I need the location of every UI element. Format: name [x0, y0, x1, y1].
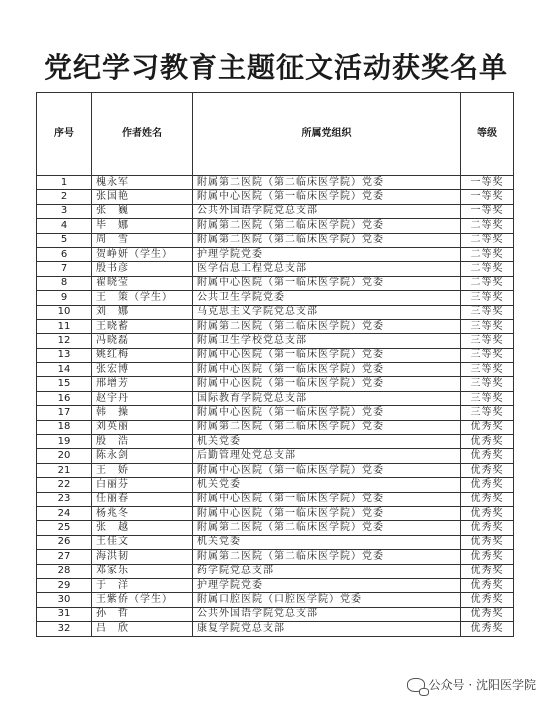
cell-number: 8	[37, 276, 92, 290]
cell-organization: 附属口腔医院（口腔医学院）党委	[193, 593, 461, 607]
cell-organization: 机关党委	[193, 478, 461, 492]
table-row	[37, 305, 514, 319]
table-row	[37, 622, 514, 636]
cell-author: 陈永剑	[92, 449, 193, 463]
cell-organization: 附属中心医院（第一临床医学院）党委	[193, 463, 461, 477]
table-row	[37, 247, 514, 261]
cell-organization: 机关党委	[193, 435, 461, 449]
cell-author: 吕 欣	[92, 622, 193, 636]
table-row	[37, 406, 514, 420]
cell-grade: 二等奖	[461, 219, 514, 233]
cell-number: 30	[37, 593, 92, 607]
table-row	[37, 420, 514, 434]
table-row	[37, 176, 514, 190]
cell-grade: 优秀奖	[461, 435, 514, 449]
cell-number: 12	[37, 334, 92, 348]
table-row	[37, 319, 514, 333]
cell-author: 翟晓莹	[92, 276, 193, 290]
cell-number: 26	[37, 535, 92, 549]
cell-author: 刘 娜	[92, 305, 193, 319]
cell-number: 25	[37, 521, 92, 535]
cell-grade: 三等奖	[461, 406, 514, 420]
cell-author: 海洪韧	[92, 550, 193, 564]
cell-author: 邢增芳	[92, 377, 193, 391]
cell-author: 王 策（学生）	[92, 291, 193, 305]
cell-organization: 附属中心医院（第一临床医学院）党委	[193, 492, 461, 506]
cell-grade: 三等奖	[461, 391, 514, 405]
cell-number: 4	[37, 219, 92, 233]
cell-author: 王紫侨（学生）	[92, 593, 193, 607]
cell-grade: 优秀奖	[461, 593, 514, 607]
cell-author: 贺峥妍（学生）	[92, 247, 193, 261]
cell-number: 20	[37, 449, 92, 463]
cell-number: 16	[37, 391, 92, 405]
cell-grade: 优秀奖	[461, 622, 514, 636]
cell-grade: 优秀奖	[461, 535, 514, 549]
cell-grade: 优秀奖	[461, 578, 514, 592]
cell-organization: 药学院党总支部	[193, 564, 461, 578]
cell-author: 韩 操	[92, 406, 193, 420]
cell-number: 23	[37, 492, 92, 506]
cell-number: 5	[37, 233, 92, 247]
cell-number: 13	[37, 348, 92, 362]
table-row	[37, 377, 514, 391]
cell-number: 7	[37, 262, 92, 276]
table-row	[37, 506, 514, 520]
cell-number: 18	[37, 420, 92, 434]
cell-author: 毕 娜	[92, 219, 193, 233]
table-row	[37, 190, 514, 204]
table-row	[37, 593, 514, 607]
table-header-row	[37, 93, 514, 176]
cell-number: 29	[37, 578, 92, 592]
cell-grade: 优秀奖	[461, 550, 514, 564]
cell-grade: 优秀奖	[461, 521, 514, 535]
cell-author: 周 雪	[92, 233, 193, 247]
cell-organization: 附属第二医院（第二临床医学院）党委	[193, 176, 461, 190]
table-row	[37, 435, 514, 449]
cell-organization: 附属中心医院（第一临床医学院）党委	[193, 377, 461, 391]
page-title: 党纪学习教育主题征文活动获奖名单	[43, 51, 508, 84]
cell-number: 22	[37, 478, 92, 492]
cell-author: 王晓蓄	[92, 319, 193, 333]
cell-organization: 护理学院党委	[193, 247, 461, 261]
cell-organization: 机关党委	[193, 535, 461, 549]
cell-number: 14	[37, 363, 92, 377]
table-row	[37, 291, 514, 305]
header-author: 作者姓名	[92, 93, 193, 176]
cell-organization: 附属第二医院（第二临床医学院）党委	[193, 219, 461, 233]
cell-number: 32	[37, 622, 92, 636]
table-row	[37, 262, 514, 276]
cell-author: 张 巍	[92, 204, 193, 218]
cell-grade: 三等奖	[461, 319, 514, 333]
cell-author: 刘英丽	[92, 420, 193, 434]
cell-organization: 附属第二医院（第二临床医学院）党委	[193, 233, 461, 247]
cell-organization: 附属中心医院（第一临床医学院）党委	[193, 406, 461, 420]
cell-grade: 二等奖	[461, 233, 514, 247]
cell-organization: 医学信息工程党总支部	[193, 262, 461, 276]
cell-number: 27	[37, 550, 92, 564]
cell-grade: 二等奖	[461, 276, 514, 290]
table-row	[37, 348, 514, 362]
cell-number: 15	[37, 377, 92, 391]
cell-number: 9	[37, 291, 92, 305]
cell-author: 殷书彦	[92, 262, 193, 276]
cell-number: 2	[37, 190, 92, 204]
cell-author: 冯晓磊	[92, 334, 193, 348]
table-row	[37, 219, 514, 233]
cell-grade: 三等奖	[461, 334, 514, 348]
cell-organization: 公共外国语学院党总支部	[193, 607, 461, 621]
cell-number: 1	[37, 176, 92, 190]
cell-organization: 公共外国语学院党总支部	[193, 204, 461, 218]
cell-grade: 三等奖	[461, 377, 514, 391]
table-row	[37, 550, 514, 564]
cell-organization: 护理学院党委	[193, 578, 461, 592]
cell-grade: 一等奖	[461, 204, 514, 218]
watermark-text: 公众号 · 沈阳医学院	[428, 678, 536, 692]
cell-author: 张 越	[92, 521, 193, 535]
cell-author: 赵宇丹	[92, 391, 193, 405]
cell-organization: 附属第二医院（第二临床医学院）党委	[193, 319, 461, 333]
wechat-watermark	[407, 676, 536, 693]
cell-organization: 国际教育学院党总支部	[193, 391, 461, 405]
award-table	[36, 92, 514, 637]
cell-number: 11	[37, 319, 92, 333]
cell-organization: 附属卫生学校党总支部	[193, 334, 461, 348]
table-row	[37, 276, 514, 290]
cell-author: 姚红梅	[92, 348, 193, 362]
cell-grade: 二等奖	[461, 262, 514, 276]
cell-number: 19	[37, 435, 92, 449]
cell-organization: 马克思主义学院党总支部	[193, 305, 461, 319]
cell-number: 31	[37, 607, 92, 621]
header-grade: 等级	[461, 93, 514, 176]
cell-number: 28	[37, 564, 92, 578]
cell-number: 17	[37, 406, 92, 420]
table-row	[37, 233, 514, 247]
cell-author: 杨兆冬	[92, 506, 193, 520]
table-row	[37, 492, 514, 506]
cell-author: 白丽芬	[92, 478, 193, 492]
cell-organization: 附属中心医院（第一临床医学院）党委	[193, 348, 461, 362]
header-organization: 所属党组织	[193, 93, 461, 176]
cell-grade: 优秀奖	[461, 506, 514, 520]
table-row	[37, 391, 514, 405]
cell-number: 6	[37, 247, 92, 261]
cell-grade: 三等奖	[461, 348, 514, 362]
cell-author: 槐永军	[92, 176, 193, 190]
cell-organization: 附属中心医院（第一临床医学院）党委	[193, 363, 461, 377]
cell-grade: 二等奖	[461, 247, 514, 261]
cell-author: 张宏博	[92, 363, 193, 377]
cell-author: 任丽春	[92, 492, 193, 506]
table-row	[37, 578, 514, 592]
cell-number: 3	[37, 204, 92, 218]
cell-author: 张国艳	[92, 190, 193, 204]
cell-organization: 附属中心医院（第一临床医学院）党委	[193, 190, 461, 204]
header-number: 序号	[37, 93, 92, 176]
cell-organization: 后勤管理处党总支部	[193, 449, 461, 463]
cell-grade: 优秀奖	[461, 463, 514, 477]
cell-grade: 一等奖	[461, 176, 514, 190]
cell-grade: 一等奖	[461, 190, 514, 204]
cell-grade: 优秀奖	[461, 564, 514, 578]
table-row	[37, 535, 514, 549]
table-row	[37, 334, 514, 348]
cell-organization: 康复学院党总支部	[193, 622, 461, 636]
table-row	[37, 521, 514, 535]
cell-grade: 三等奖	[461, 305, 514, 319]
cell-grade: 优秀奖	[461, 607, 514, 621]
cell-number: 24	[37, 506, 92, 520]
cell-organization: 附属第二医院（第二临床医学院）党委	[193, 521, 461, 535]
cell-grade: 优秀奖	[461, 492, 514, 506]
cell-grade: 三等奖	[461, 363, 514, 377]
table-row	[37, 204, 514, 218]
table-row	[37, 363, 514, 377]
cell-organization: 附属第二医院（第二临床医学院）党委	[193, 420, 461, 434]
cell-number: 10	[37, 305, 92, 319]
cell-author: 王佳文	[92, 535, 193, 549]
table-row	[37, 478, 514, 492]
cell-author: 殷 浩	[92, 435, 193, 449]
table-row	[37, 463, 514, 477]
cell-grade: 优秀奖	[461, 449, 514, 463]
cell-number: 21	[37, 463, 92, 477]
cell-grade: 优秀奖	[461, 420, 514, 434]
cell-author: 孙 哲	[92, 607, 193, 621]
cell-organization: 附属第二医院（第二临床医学院）党委	[193, 550, 461, 564]
cell-author: 于 洋	[92, 578, 193, 592]
cell-grade: 优秀奖	[461, 478, 514, 492]
cell-organization: 附属中心医院（第一临床医学院）党委	[193, 276, 461, 290]
table-row	[37, 607, 514, 621]
table-row	[37, 564, 514, 578]
cell-author: 王 娇	[92, 463, 193, 477]
cell-organization: 公共卫生学院党委	[193, 291, 461, 305]
cell-organization: 附属中心医院（第一临床医学院）党委	[193, 506, 461, 520]
table-row	[37, 449, 514, 463]
cell-grade: 三等奖	[461, 291, 514, 305]
wechat-icon	[407, 678, 425, 692]
cell-author: 邓家乐	[92, 564, 193, 578]
